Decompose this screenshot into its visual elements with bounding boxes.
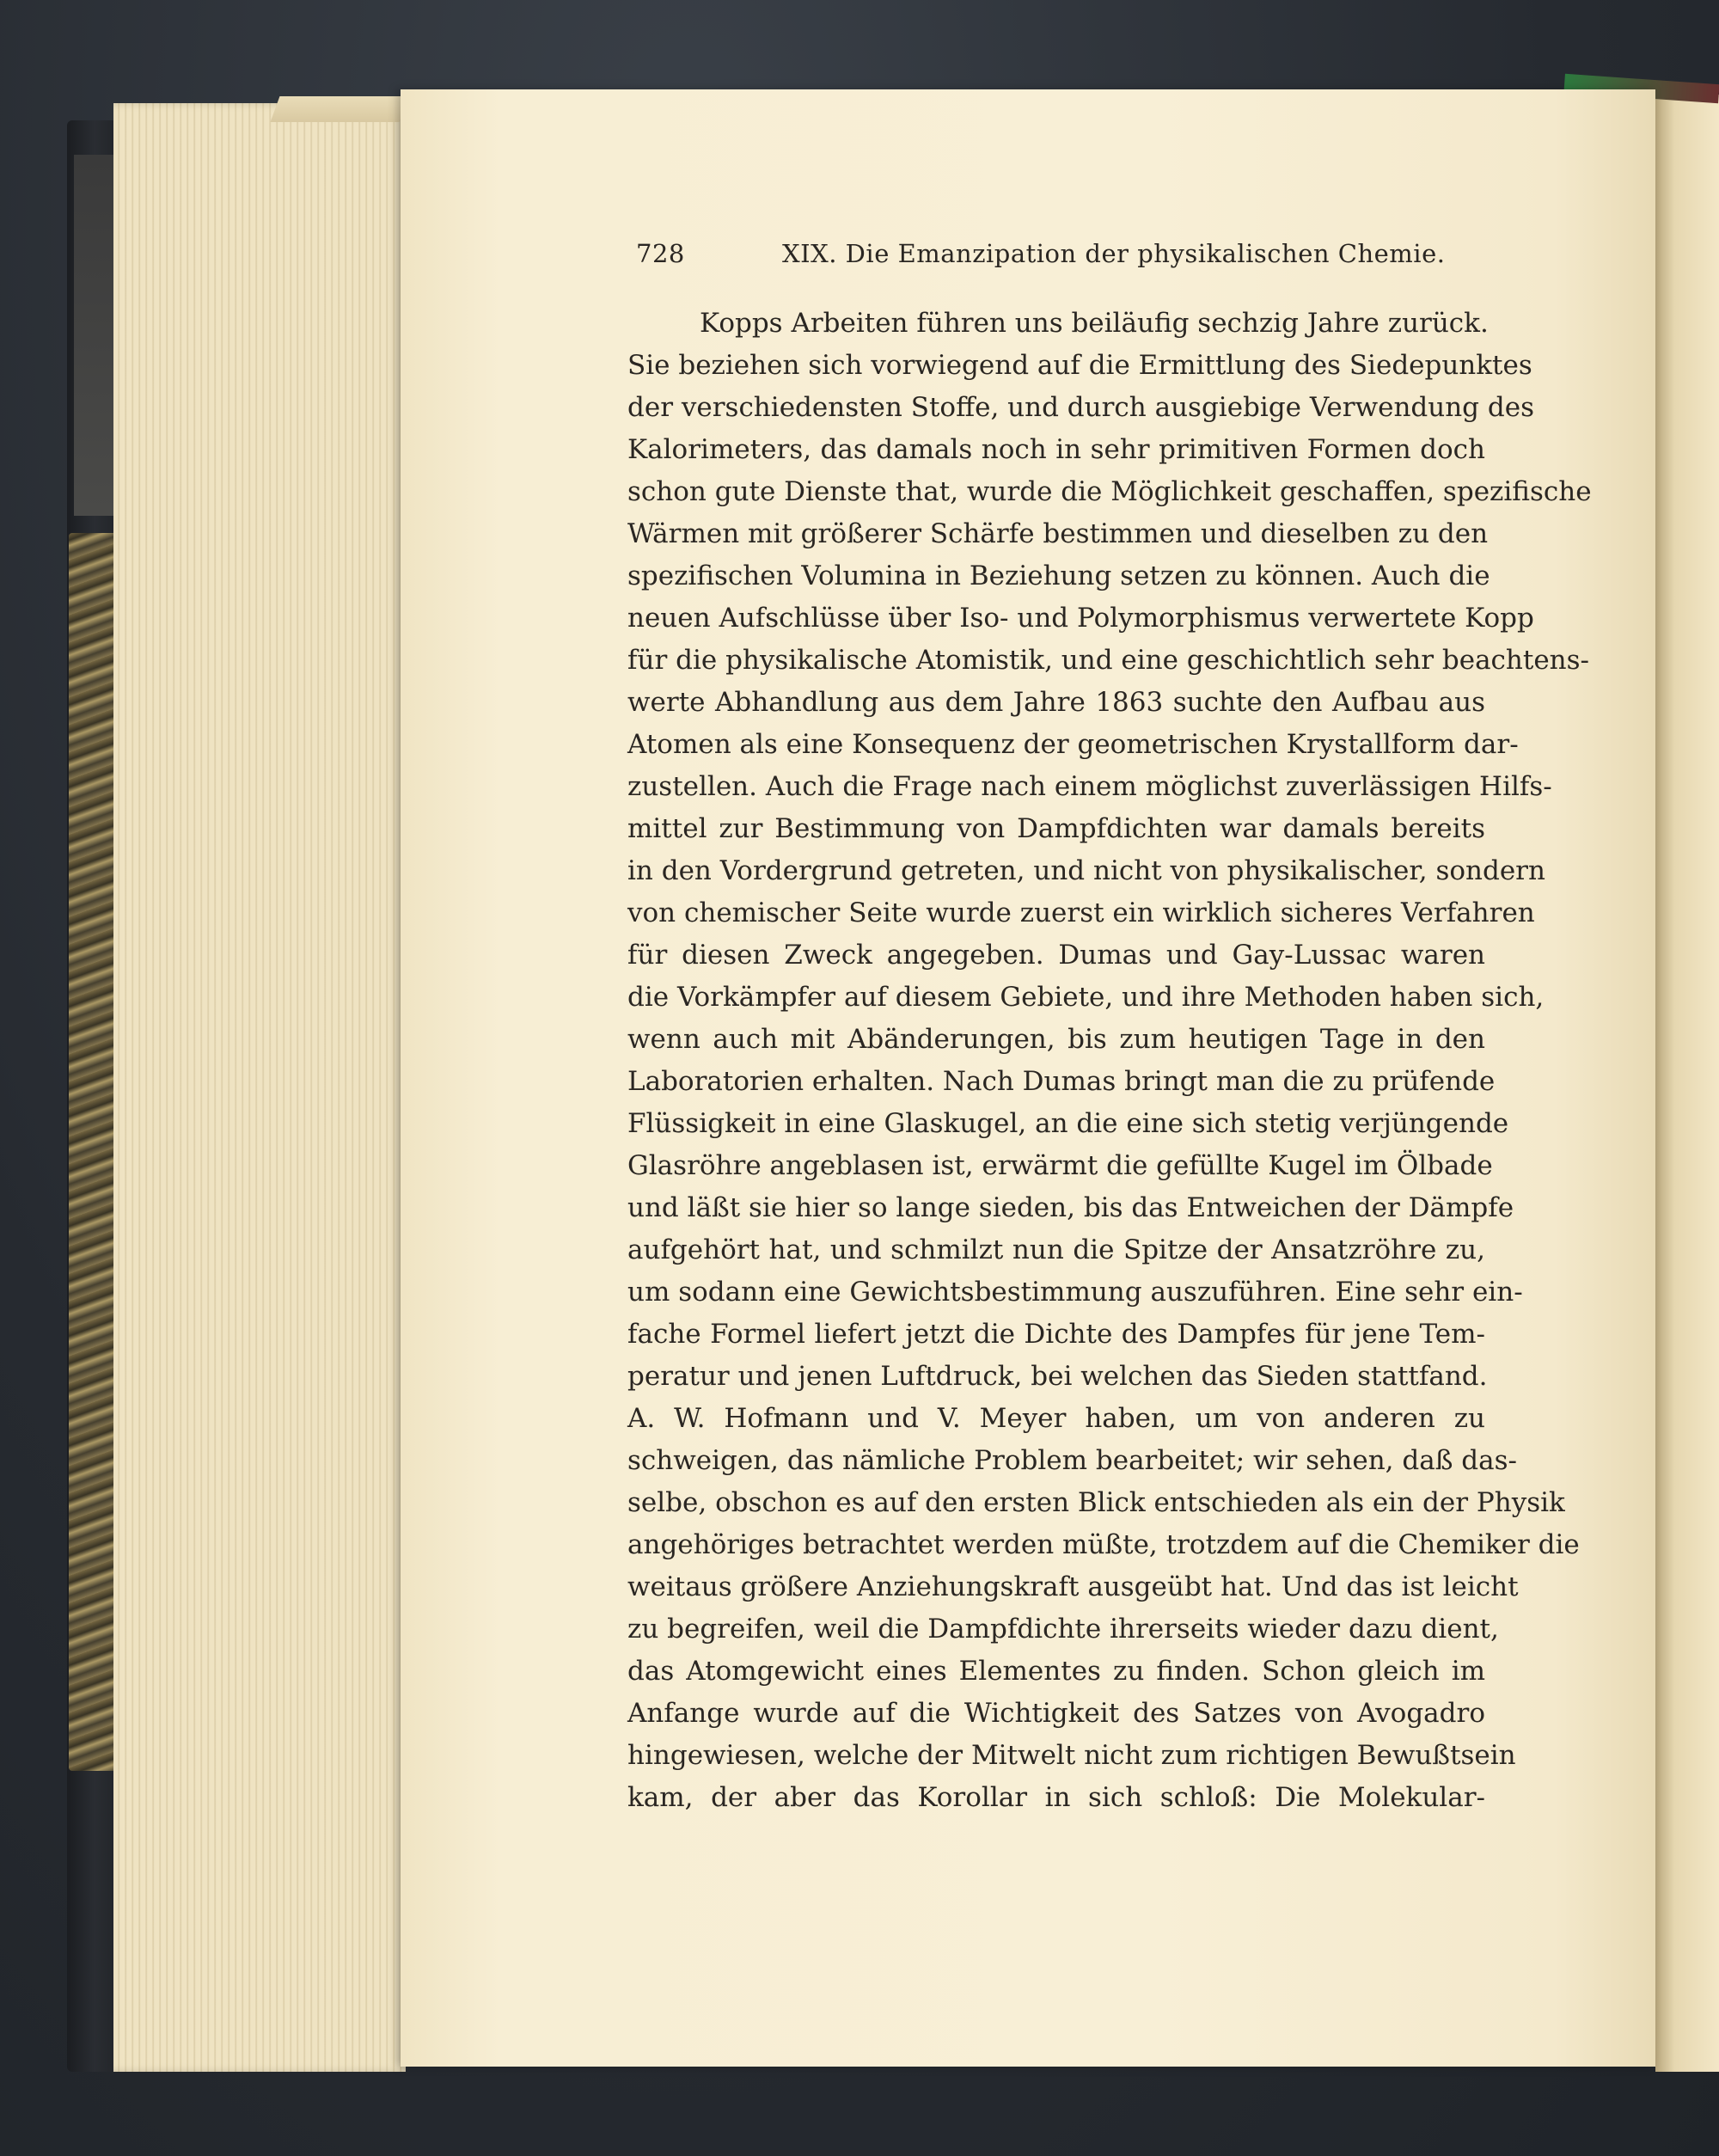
- text-line: die Vorkämpfer auf diesem Gebiete, und ihre Methoden haben sich,: [627, 982, 1545, 1013]
- text-line: und läßt sie hier so lange sieden, bis das Entweichen der Dämpfe: [627, 1192, 1514, 1223]
- page-edges: [113, 103, 406, 2072]
- text-line: kam, der aber das Korollar in sich schloß: Die Molekular-: [627, 1782, 1485, 1813]
- text-line: mittel zur Bestimmung von Dampfdichten war damals bereits: [627, 813, 1485, 844]
- text-line: neuen Aufschlüsse über Iso- und Polymorphismus verwertete Kopp: [627, 603, 1534, 634]
- text-line: fache Formel liefert jetzt die Dichte des Dampfes für jene Tem-: [627, 1319, 1485, 1350]
- text-line: Wärmen mit größerer Schärfe bestimmen und dieselben zu den: [627, 518, 1489, 549]
- page-edges-top: [271, 96, 409, 122]
- text-line: hingewiesen, welche der Mitwelt nicht zum richtigen Bewußtsein: [627, 1740, 1516, 1771]
- text-line: in den Vordergrund getreten, und nicht von physikalischer, sondern: [627, 855, 1545, 886]
- page-number: 728: [636, 239, 685, 268]
- text-line: Laboratorien erhalten. Nach Dumas bringt man die zu prüfende: [627, 1066, 1496, 1097]
- text-line: Atomen als eine Konsequenz der geometrischen Krystallform dar-: [627, 729, 1519, 760]
- page-header: [636, 239, 1650, 273]
- text-line: Kopps Arbeiten führen uns beiläufig sechzig Jahre zurück.: [700, 308, 1489, 339]
- text-line: schon gute Dienste that, wurde die Möglichkeit geschaffen, spezifische: [627, 476, 1592, 507]
- text-line: zustellen. Auch die Frage nach einem möglichst zuverlässigen Hilfs-: [627, 771, 1552, 802]
- text-line: werte Abhandlung aus dem Jahre 1863 suchte den Aufbau aus: [627, 687, 1485, 718]
- text-line: Kalorimeters, das damals noch in sehr primitiven Formen doch: [627, 434, 1485, 465]
- text-line: von chemischer Seite wurde zuerst ein wirklich sicheres Verfahren: [627, 897, 1535, 928]
- text-line: für diesen Zweck angegeben. Dumas und Gay-Lussac waren: [627, 940, 1485, 971]
- text-line: selbe, obschon es auf den ersten Blick entschieden als ein der Physik: [627, 1487, 1565, 1518]
- text-line: Flüssigkeit in eine Glaskugel, an die eine sich stetig verjüngende: [627, 1108, 1509, 1139]
- text-line: A. W. Hofmann und V. Meyer haben, um von anderen zu: [627, 1403, 1485, 1434]
- text-line: weitaus größere Anziehungskraft ausgeübt hat. Und das ist leicht: [627, 1571, 1519, 1602]
- text-line: spezifischen Volumina in Beziehung setzen zu können. Auch die: [627, 560, 1490, 591]
- running-head: XIX. Die Emanzipation der physikalischen Chemie.: [782, 239, 1446, 268]
- body-text: [627, 303, 1592, 1819]
- text-line: um sodann eine Gewichtsbestimmung auszuführen. Eine sehr ein-: [627, 1277, 1523, 1308]
- text-line: das Atomgewicht eines Elementes zu finden. Schon gleich im: [627, 1656, 1485, 1687]
- facing-page-edge: [1655, 95, 1719, 2072]
- text-line: zu begreifen, weil die Dampfdichte ihrerseits wieder dazu dient,: [627, 1614, 1499, 1645]
- text-line: wenn auch mit Abänderungen, bis zum heutigen Tage in den: [627, 1024, 1485, 1055]
- text-line: Glasröhre angeblasen ist, erwärmt die gefüllte Kugel im Ölbade: [627, 1150, 1493, 1181]
- text-line: für die physikalische Atomistik, und eine geschichtlich sehr beachtens-: [627, 645, 1590, 676]
- text-line: angehöriges betrachtet werden müßte, trotzdem auf die Chemiker die: [627, 1529, 1580, 1560]
- text-line: aufgehört hat, und schmilzt nun die Spitze der Ansatzröhre zu,: [627, 1234, 1485, 1265]
- text-line: schweigen, das nämliche Problem bearbeitet; wir sehen, daß das-: [627, 1445, 1517, 1476]
- text-line: Anfange wurde auf die Wichtigkeit des Satzes von Avogadro: [627, 1698, 1485, 1729]
- text-line: peratur und jenen Luftdruck, bei welchen das Sieden stattfand.: [627, 1361, 1488, 1392]
- text-line: der verschiedensten Stoffe, und durch ausgiebige Verwendung des: [627, 392, 1534, 423]
- text-line: Sie beziehen sich vorwiegend auf die Ermittlung des Siedepunktes: [627, 350, 1532, 381]
